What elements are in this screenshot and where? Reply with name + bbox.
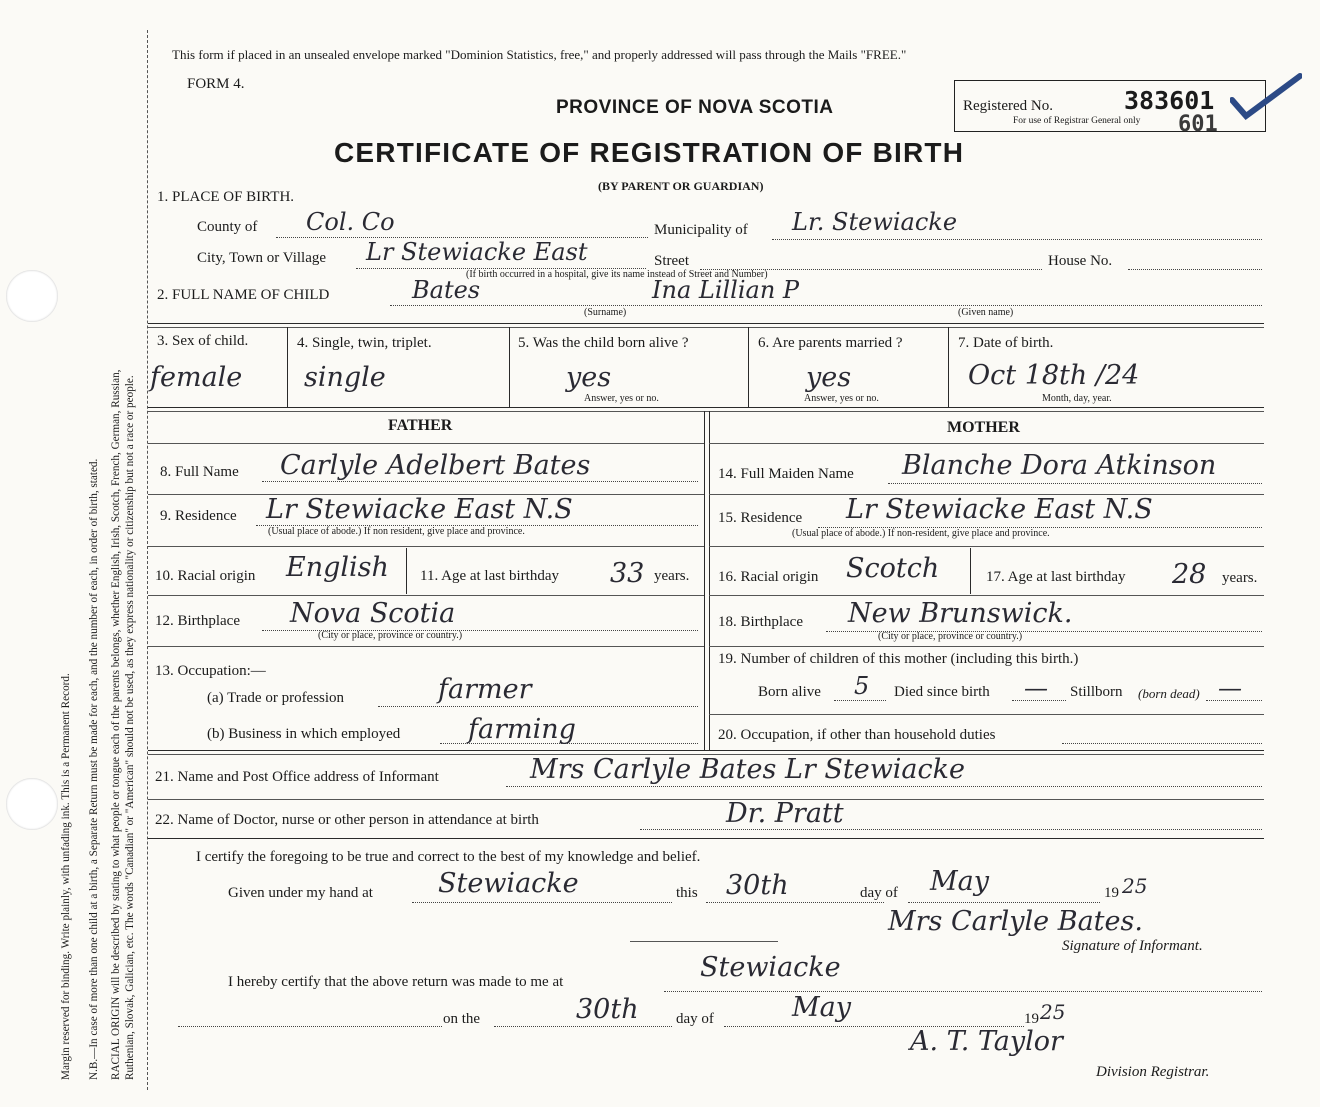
registrar-day-value: 30th: [576, 994, 639, 1025]
child-surname: Bates: [412, 276, 481, 304]
margin-note-racial-origin-cont: Ruthenian, Slovak, Galician, etc. The words "Canadian" or "American" should not be used, as they express nationality or citizenship but not a race or people.: [124, 375, 136, 1080]
mother-residence-note: (Usual place of abode.) If non-resident, give place and province.: [792, 528, 1050, 539]
father-residence-note: (Usual place of abode.) If non resident, give place and province.: [268, 526, 525, 537]
registrar-year-value: 25: [1040, 1000, 1066, 1024]
born-alive-value: yes: [566, 362, 612, 393]
father-age-value: 33: [610, 558, 645, 589]
born-alive-caption: Answer, yes or no.: [584, 393, 659, 404]
day-of-label: day of: [860, 885, 898, 901]
date-of-birth-label: 7. Date of birth.: [958, 335, 1054, 351]
certificate-title: CERTIFICATE OF REGISTRATION OF BIRTH: [334, 137, 965, 168]
hospital-note: (If birth occurred in a hospital, give its name instead of Street and Number): [466, 269, 768, 280]
father-racial-value: English: [286, 552, 389, 583]
registrar-signature: A. T. Taylor: [910, 1026, 1063, 1057]
father-age-label: 11. Age at last birthday: [420, 568, 559, 584]
registered-number: 383601: [1124, 86, 1215, 115]
stillborn-value: —: [1218, 674, 1242, 702]
mother-name-label: 14. Full Maiden Name: [718, 466, 854, 482]
check-mark-icon: [1230, 72, 1302, 122]
given-name-caption: (Given name): [958, 307, 1014, 318]
year-value: 25: [1122, 874, 1148, 898]
month-value: May: [930, 866, 989, 897]
registrar-use-note: For use of Registrar General only: [1013, 116, 1141, 126]
street-label: Street: [654, 253, 689, 269]
county-value: Col. Co: [306, 208, 395, 236]
parents-married-value: yes: [806, 362, 852, 393]
margin-note-binding: Margin reserved for binding. Write plainly, with unfading ink. This is a Permanent Record.: [60, 673, 72, 1080]
county-label: County of: [197, 219, 258, 235]
mother-name-value: Blanche Dora Atkinson: [902, 450, 1217, 481]
registrar-statement: I hereby certify that the above return was made to me at: [228, 974, 564, 990]
registered-no-label: Registered No.: [963, 98, 1053, 114]
father-birthplace-note: (City or place, province or country.): [318, 630, 463, 641]
municipality-label: Municipality of: [654, 222, 748, 238]
born-alive-label: 5. Was the child born alive ?: [518, 335, 689, 351]
registrar-month-value: May: [792, 992, 851, 1023]
sex-value: female: [150, 362, 243, 393]
registrar-day-of-label: day of: [676, 1011, 714, 1027]
father-residence-value: Lr Stewiacke East N.S: [266, 494, 573, 525]
business-label: (b) Business in which employed: [207, 726, 401, 742]
doctor-value: Dr. Pratt: [726, 798, 844, 829]
died-since-birth-value: —: [1024, 674, 1048, 702]
parents-married-caption: Answer, yes or no.: [804, 393, 879, 404]
mother-residence-label: 15. Residence: [718, 510, 803, 526]
father-name-label: 8. Full Name: [160, 464, 239, 480]
municipality-value: Lr. Stewiacke: [792, 208, 958, 236]
registrar-place-value: Stewiacke: [700, 952, 841, 983]
father-birthplace-label: 12. Birthplace: [155, 613, 240, 629]
given-under-hand-label: Given under my hand at: [228, 885, 373, 901]
informant-value: Mrs Carlyle Bates Lr Stewiacke: [530, 754, 965, 785]
city-label: City, Town or Village: [197, 250, 327, 266]
this-label: this: [676, 885, 698, 901]
informant-label: 21. Name and Post Office address of Informant: [155, 769, 439, 785]
mother-age-value: 28: [1172, 559, 1207, 590]
day-value: 30th: [726, 870, 789, 901]
father-residence-label: 9. Residence: [160, 508, 237, 524]
mother-years-label: years.: [1222, 570, 1258, 586]
place-of-birth-label: 1. PLACE OF BIRTH.: [157, 189, 295, 205]
mother-racial-label: 16. Racial origin: [718, 569, 819, 585]
child-name-label: 2. FULL NAME OF CHILD: [157, 287, 330, 303]
business-value: farming: [468, 714, 576, 745]
trade-value: farmer: [438, 674, 532, 705]
mother-residence-value: Lr Stewiacke East N.S: [846, 494, 1153, 525]
born-alive-count-label: Born alive: [758, 684, 821, 700]
died-since-birth-label: Died since birth: [894, 684, 990, 700]
father-heading: FATHER: [388, 417, 453, 434]
trade-label: (a) Trade or profession: [207, 690, 345, 706]
plurality-value: single: [304, 362, 386, 393]
on-the-label: on the: [443, 1011, 481, 1027]
father-racial-label: 10. Racial origin: [155, 568, 256, 584]
city-value: Lr Stewiacke East: [366, 238, 588, 266]
informant-signature: Mrs Carlyle Bates.: [888, 906, 1143, 937]
father-years-label: years.: [654, 568, 690, 584]
given-place-value: Stewiacke: [438, 868, 579, 899]
certify-statement: I certify the foregoing to be true and correct to the best of my knowledge and belief.: [196, 849, 701, 865]
margin-note-racial-origin: RACIAL ORIGIN will be described by stating to what people or tongue each of the parents belongs, whether English, Irish, Scotch, French, German, Russian,: [110, 369, 122, 1080]
punch-hole-top: [6, 270, 58, 322]
mother-occupation-label: 20. Occupation, if other than household duties: [718, 727, 996, 743]
children-count-label: 19. Number of children of this mother (including this birth.): [718, 651, 1079, 667]
born-alive-count-value: 5: [854, 672, 870, 700]
sex-label: 3. Sex of child.: [157, 333, 249, 349]
registrar-year-prefix: 19: [1024, 1011, 1039, 1027]
province-heading: PROVINCE OF NOVA SCOTIA: [556, 97, 834, 118]
stillborn-note: (born dead): [1138, 686, 1200, 701]
mail-notice: This form if placed in an unsealed envelope marked "Dominion Statistics, free," and properly addressed will pass through the Mails "FREE.": [172, 47, 907, 62]
division-registrar-caption: Division Registrar.: [1096, 1064, 1210, 1080]
margin-note-multiple-births: N.B.—In case of more than one child at a birth, a Separate Return must be made for each, and the number of each, in order of birth, stated.: [88, 458, 100, 1080]
punch-hole-bottom: [6, 778, 58, 830]
form-number: FORM 4.: [187, 76, 245, 92]
margin-line: [147, 30, 148, 1090]
mother-birthplace-label: 18. Birthplace: [718, 614, 803, 630]
certificate-subtitle: (BY PARENT OR GUARDIAN): [598, 179, 764, 193]
date-of-birth-caption: Month, day, year.: [1042, 393, 1112, 404]
year-prefix: 19: [1104, 885, 1119, 901]
surname-caption: (Surname): [584, 307, 627, 318]
informant-signature-caption: Signature of Informant.: [1062, 938, 1203, 954]
plurality-label: 4. Single, twin, triplet.: [297, 335, 432, 351]
mother-birthplace-value: New Brunswick.: [848, 598, 1073, 629]
date-of-birth-value: Oct 18th /24: [968, 360, 1140, 391]
registrar-code: 601: [1178, 112, 1218, 137]
mother-heading: MOTHER: [947, 419, 1020, 436]
father-birthplace-value: Nova Scotia: [290, 598, 456, 629]
mother-age-label: 17. Age at last birthday: [986, 569, 1126, 585]
house-no-label: House No.: [1048, 253, 1113, 269]
mother-racial-value: Scotch: [846, 553, 940, 584]
father-name-value: Carlyle Adelbert Bates: [280, 450, 591, 481]
stillborn-label: Stillborn: [1070, 684, 1123, 700]
doctor-label: 22. Name of Doctor, nurse or other person in attendance at birth: [155, 812, 539, 828]
parents-married-label: 6. Are parents married ?: [758, 335, 903, 351]
occupation-label: 13. Occupation:—: [155, 663, 266, 679]
mother-birthplace-note: (City or place, province or country.): [878, 631, 1023, 642]
child-given-name: Ina Lillian P: [652, 276, 800, 304]
